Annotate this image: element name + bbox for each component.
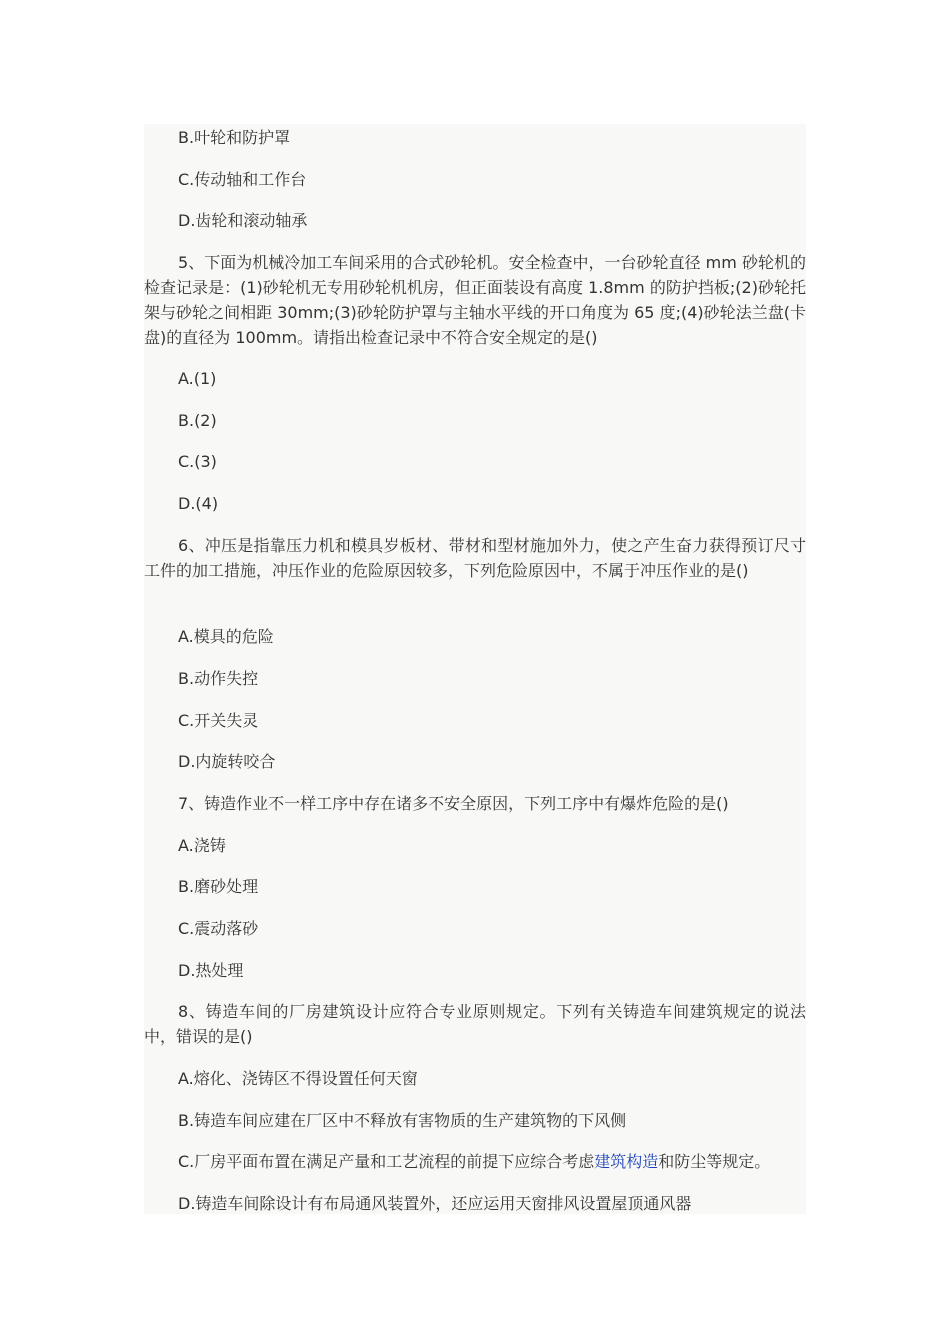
q5-stem: 5、下面为机械冷加工车间采用的合式砂轮机。安全检查中，一台砂轮直径 mm 砂轮机的检查记录是：(1)砂轮机无专用砂轮机机房，但正面装设有高度 1.8mm 的防护挡板;(2)砂轮托架与砂轮之间相距 30mm;(3)砂轮防护罩与主轴水平线的开口角度为 65 度;(4)砂轮法兰盘(卡盘)的直径为 100mm。请指出检查记录中不符合安全规定的是() [144, 253, 806, 347]
q5-option-a: A.(1) [178, 369, 217, 388]
q7-option-a: A.浇铸 [178, 836, 226, 855]
q5-option-c: C.(3) [178, 452, 217, 471]
q4-option-c: C.传动轴和工作台 [178, 170, 307, 189]
q6-option-a: A.模具的危险 [178, 627, 274, 646]
q5-option-d: D.(4) [178, 494, 219, 513]
q4-option-d: D.齿轮和滚动轴承 [178, 211, 308, 230]
q8-stem: 8、铸造车间的厂房建筑设计应符合专业原则规定。下列有关铸造车间建筑规定的说法中，错误的是() [144, 1002, 806, 1046]
q8-option-d: D.铸造车间除设计有布局通风装置外，还应运用天窗排风设置屋顶通风器 [178, 1194, 692, 1213]
document-content [144, 124, 806, 1214]
q8-option-c-text-after: 和防尘等规定。 [658, 1152, 771, 1171]
q6-option-b: B.动作失控 [178, 669, 259, 688]
q4-option-b: B.叶轮和防护罩 [178, 128, 291, 147]
q5-option-b: B.(2) [178, 411, 217, 430]
q8-option-a: A.熔化、浇铸区不得设置任何天窗 [178, 1069, 418, 1088]
q6-stem: 6、冲压是指靠压力机和模具岁板材、带材和型材施加外力，使之产生奋力获得预订尺寸工件的加工措施，冲压作业的危险原因较多，下列危险原因中，不属于冲压作业的是() [144, 536, 806, 580]
building-structure-link[interactable]: 建筑构造 [594, 1152, 659, 1171]
q7-option-c: C.震动落砂 [178, 919, 259, 938]
q7-stem: 7、铸造作业不一样工序中存在诸多不安全原因，下列工序中有爆炸危险的是() [178, 794, 729, 813]
q8-option-c [144, 1149, 806, 1174]
q8-option-b: B.铸造车间应建在厂区中不释放有害物质的生产建筑物的下风侧 [178, 1111, 627, 1130]
q7-option-b: B.磨砂处理 [178, 877, 259, 896]
q7-option-d: D.热处理 [178, 961, 244, 980]
q6-option-c: C.开关失灵 [178, 711, 259, 730]
q6-option-d: D.内旋转咬合 [178, 752, 276, 771]
q8-option-c-text-before: C.厂房平面布置在满足产量和工艺流程的前提下应综合考虑 [178, 1152, 595, 1171]
